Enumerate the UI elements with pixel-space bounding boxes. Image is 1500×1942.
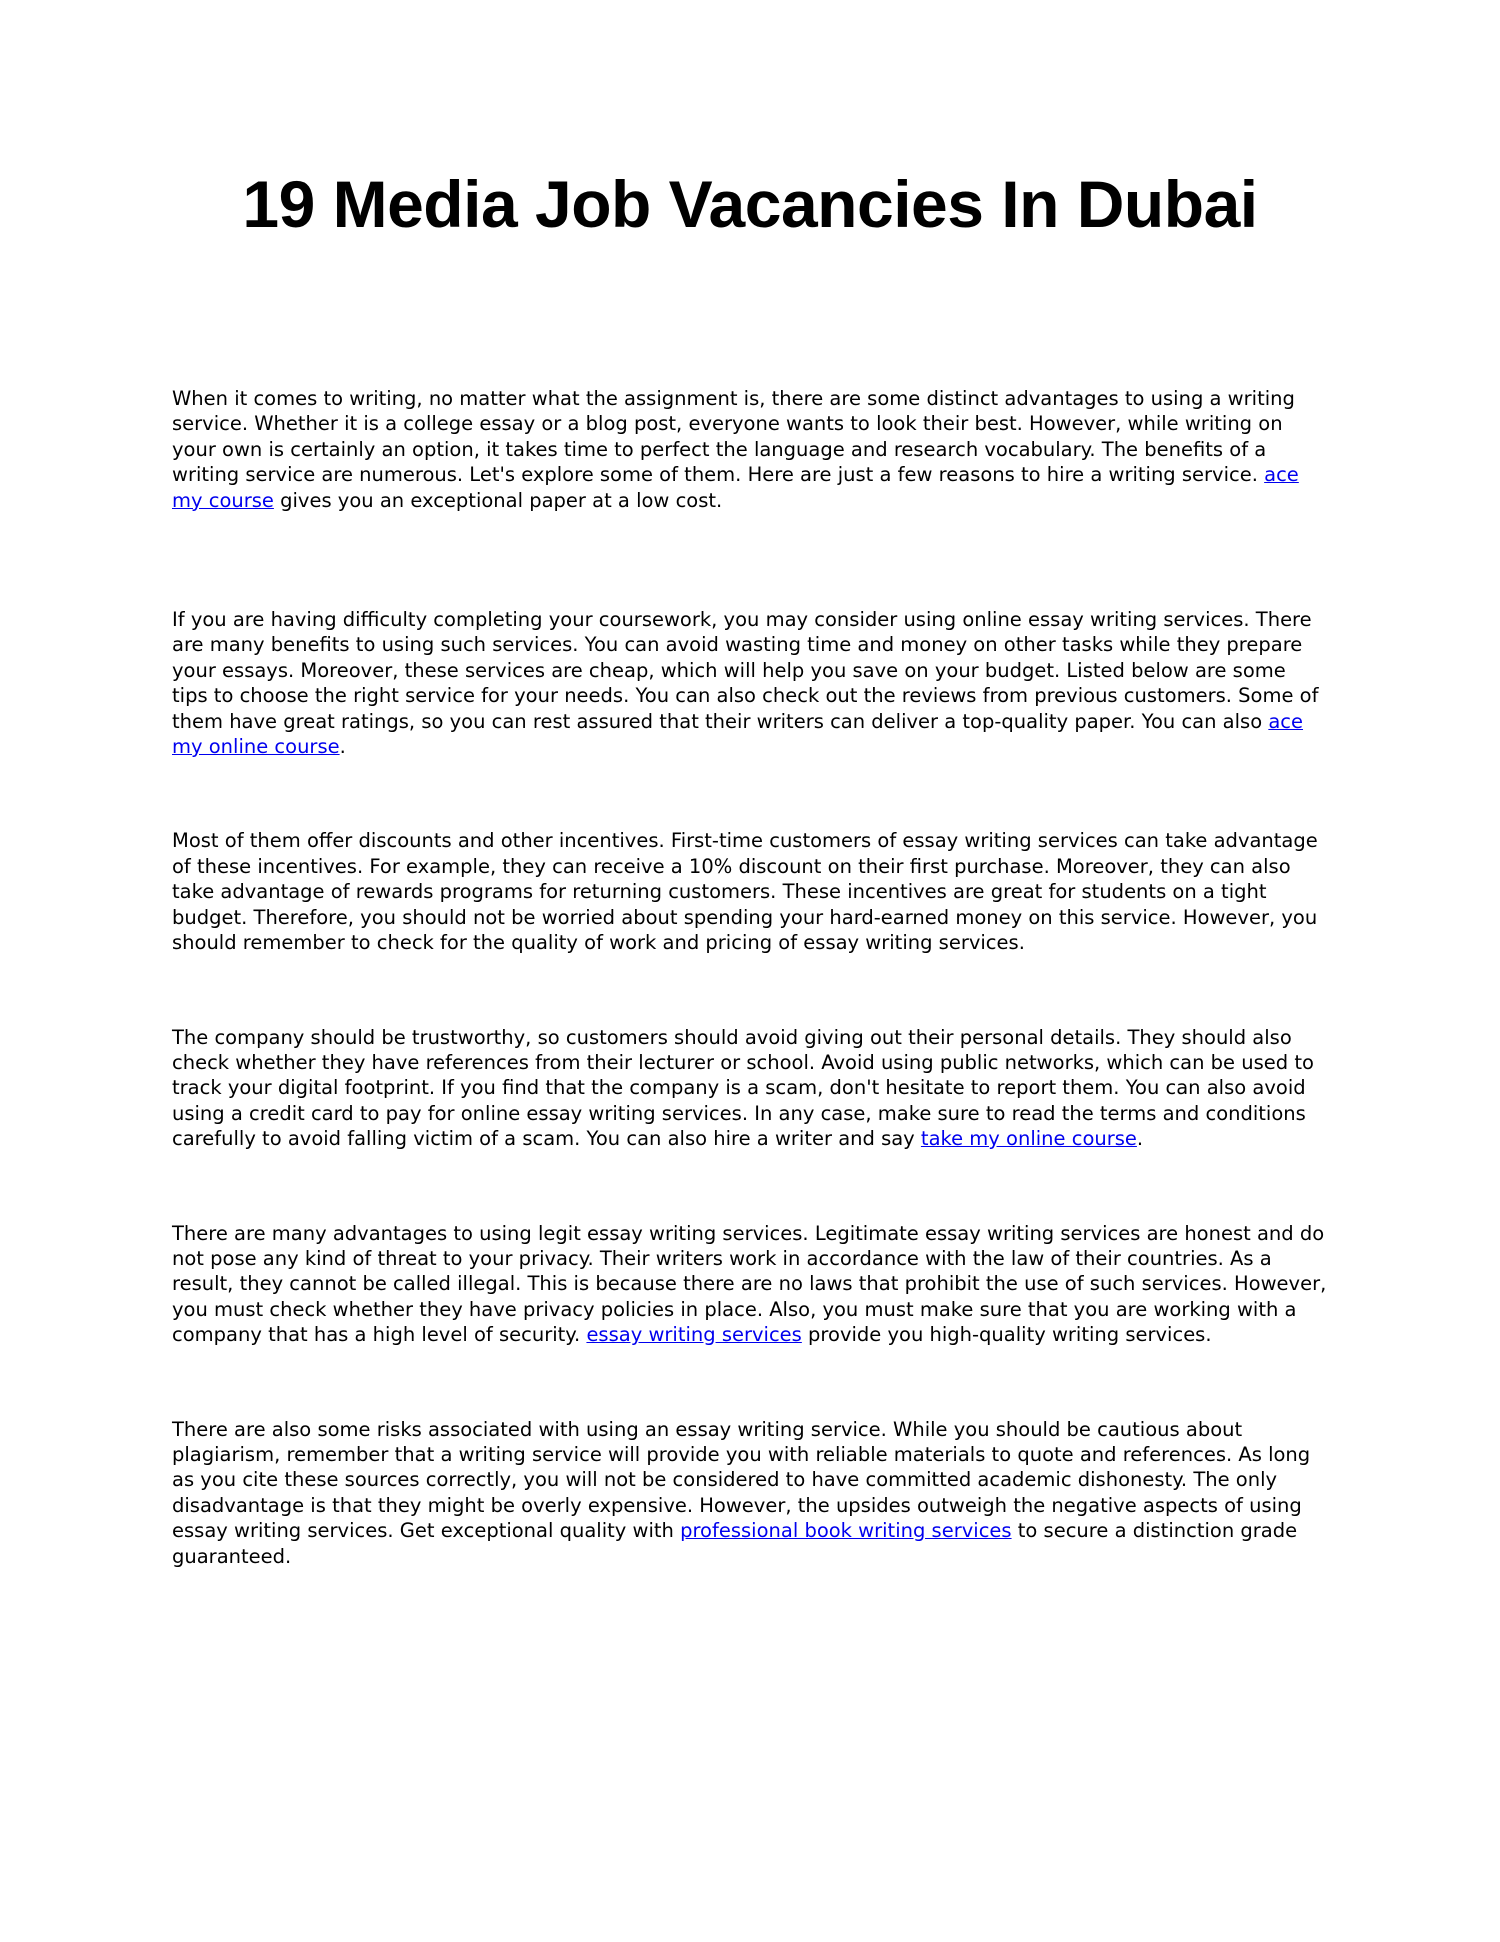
link-ace-my-online-course[interactable]: ace my online course <box>172 709 1304 759</box>
paragraph-text: The company should be trustworthy, so customers should avoid giving out their personal details. They should also check whether they have references from their lecturer or school. Avoid using public networks, which can be used to track your digital footprint. If you find that the company is a scam, don't hesitate to report them. You can also avoid using a credit card to pay for online essay writing services. In any case, make sure to read the terms and conditions carefully to avoid falling victim of a scam. You can also hire a writer and say <box>172 1025 1314 1151</box>
paragraph-text: Most of them offer discounts and other incentives. First-time customers of essay writing services can take advantage of these incentives. For example, they can receive a 10% discount on their first purchase. Moreover, they can also take advantage of rewards programs for returning customers. These incentives are great for students on a tight budget. Therefore, you should not be worried about spending your hard-earned money on this service. However, you should remember to check for the quality of work and pricing of essay writing services. <box>172 829 1318 955</box>
page-title: 19 Media Job Vacancies In Dubai <box>242 167 1258 241</box>
paragraph-2 <box>172 607 1327 759</box>
paragraph-text: There are also some risks associated with using an essay writing service. While you should be cautious about plagiarism, remember that a writing service will provide you with reliable materials to quote and references. As long as you cite these sources correctly, you will not be considered to have committed academic dishonesty. The only disadvantage is that they might be overly expensive. However, the upsides outweigh the negative aspects of using essay writing services. Get exceptional quality with <box>172 1417 1311 1543</box>
link-ace-my-course[interactable]: ace my course <box>172 463 1299 512</box>
paragraph-4 <box>172 1025 1327 1152</box>
paragraph-text: If you are having difficulty completing your coursework, you may consider using online essay writing services. There are many benefits to using such services. You can avoid wasting time and money on other tasks while they prepare your essays. Moreover, these services are cheap, which will help you save on your budget. Listed below are some tips to choose the right service for your needs. You can also check out the reviews from previous customers. Some of them have great ratings, so you can rest assured that their writers can deliver a top-quality paper. You can also <box>172 608 1319 733</box>
link-take-my-online-course[interactable]: take my online course <box>920 1127 1137 1151</box>
paragraph-text: provide you high-quality writing services. <box>801 1323 1212 1347</box>
link-professional-book-writing-services[interactable]: professional book writing services <box>680 1519 1012 1543</box>
paragraph-1 <box>172 386 1327 513</box>
article-body <box>172 386 1327 1569</box>
paragraph-text: When it comes to writing, no matter what the assignment is, there are some distinct advantages to using a writing service. Whether it is a college essay or a blog post, everyone wants to look their best. However, while writing on your own is certainly an option, it takes time to perfect the language and research vocabulary. The benefits of a writing service are numerous. Let's explore some of them. Here are just a few reasons to hire a writing service. <box>172 387 1295 487</box>
paragraph-text: There are many advantages to using legit essay writing services. Legitimate essay writing services are honest and do not pose any kind of threat to your privacy. Their writers work in accordance with the law of their countries. As a result, they cannot be called illegal. This is because there are no laws that prohibit the use of such services. However, you must check whether they have privacy policies in place. Also, you must make sure that you are working with a company that has a high level of security. <box>172 1221 1327 1347</box>
paragraph-text: . <box>1136 1127 1144 1151</box>
paragraph-3 <box>172 828 1327 955</box>
paragraph-5 <box>172 1221 1327 1348</box>
paragraph-6 <box>172 1417 1327 1569</box>
link-essay-writing-services[interactable]: essay writing services <box>586 1323 802 1347</box>
paragraph-text: to secure a distinction grade guaranteed. <box>172 1519 1298 1568</box>
paragraph-text: gives you an exceptional paper at a low cost. <box>273 488 723 512</box>
paragraph-text: . <box>339 735 346 759</box>
